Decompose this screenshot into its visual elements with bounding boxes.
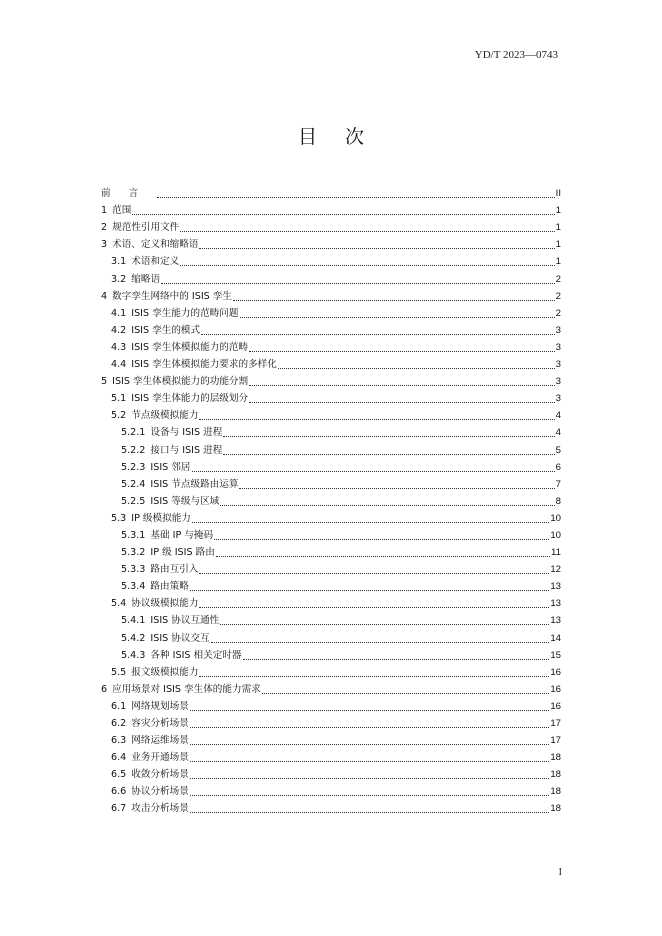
toc-entry-number: 5.4 (111, 598, 127, 610)
toc-entry-number: 4.4 (111, 359, 127, 371)
toc-entry-text: 网络运维场景 (131, 735, 189, 747)
toc-entry-page: 5 (555, 444, 561, 456)
toc-entry-label (121, 615, 219, 627)
toc-entry[interactable] (101, 525, 561, 542)
toc-entry-label (111, 752, 189, 764)
toc-entry-text: 节点级模拟能力 (131, 410, 199, 422)
toc-dot-leader (132, 214, 554, 215)
toc-entry-page: 15 (550, 649, 561, 661)
toc-entry-text: ISIS 孪生能力的范畴问题 (131, 307, 239, 319)
toc-dot-leader (249, 351, 555, 352)
toc-entry-label (101, 222, 179, 234)
toc-entry-page: 13 (550, 598, 561, 610)
document-id: YD/T 2023—0743 (474, 49, 558, 61)
toc-entry-number: 6.6 (111, 786, 127, 798)
toc-entry-page: 3 (555, 324, 561, 336)
toc-entry-text: 协议分析场景 (131, 786, 189, 798)
toc-entry-number: 5.4.1 (121, 615, 146, 627)
toc-entry[interactable] (101, 610, 561, 627)
toc-entry-text: ISIS 节点级路由运算 (150, 478, 239, 490)
toc-entry-text: IP 级模拟能力 (131, 512, 191, 524)
toc-entry-page: 3 (555, 393, 561, 405)
toc-entry[interactable] (101, 508, 561, 525)
toc-entry[interactable] (101, 234, 561, 251)
toc-entry-page: 18 (550, 803, 561, 815)
toc-entry-number: 3.1 (111, 256, 127, 268)
toc-dot-leader (249, 402, 555, 403)
toc-entry-text: ISIS 孪生体模拟能力的范畴 (131, 341, 249, 353)
toc-entry-text: 路由互引入 (150, 564, 199, 576)
toc-entry-label (111, 308, 239, 320)
toc-entry-page: 4 (555, 410, 561, 422)
toc-entry-number: 6.7 (111, 803, 127, 815)
toc-dot-leader (220, 505, 554, 506)
toc-entry-number: 4.2 (111, 324, 127, 336)
toc-entry-label (111, 735, 189, 747)
toc-entry-text: 业务开通场景 (131, 752, 189, 764)
toc-entry-label (121, 462, 191, 474)
toc-entry-page: 18 (550, 786, 561, 798)
toc-entry-label (111, 786, 189, 798)
toc-entry-text: ISIS 孪生体模拟能力的功能分割 (112, 376, 249, 388)
toc-entry-number: 5.3 (111, 512, 127, 524)
toc-entry-text: ISIS 等级与区域 (150, 495, 220, 507)
toc-dot-leader (180, 231, 554, 232)
toc-entry-label (121, 496, 219, 508)
toc-entry[interactable] (101, 679, 561, 696)
toc-entry[interactable] (101, 593, 561, 610)
toc-entry-page: 1 (555, 256, 561, 268)
toc-entry-number: 5.5 (111, 666, 127, 678)
toc-entry-text: IP 级 ISIS 路由 (150, 547, 215, 559)
toc-entry[interactable] (101, 268, 561, 285)
toc-entry-number: 5.2.4 (121, 478, 146, 490)
toc-entry-label (111, 803, 189, 815)
toc-entry-page: 17 (550, 735, 561, 747)
toc-entry-page: 13 (550, 615, 561, 627)
toc-entry-text: 术语、定义和缩略语 (112, 239, 199, 251)
toc-entry-number: 6 (101, 683, 108, 695)
toc-entry-text: ISIS 孪生的模式 (131, 324, 201, 336)
toc-entry-page: 14 (550, 632, 561, 644)
toc-entry-label (111, 393, 248, 405)
toc-entry-number: 4.3 (111, 341, 127, 353)
toc-dot-leader (211, 642, 550, 643)
toc-entry-label (111, 598, 198, 610)
toc-dot-leader (199, 573, 549, 574)
toc-dot-leader (201, 334, 555, 335)
toc-entry-label (111, 769, 189, 781)
toc-entry-text: 报文级模拟能力 (131, 666, 199, 678)
toc-entry[interactable] (101, 251, 561, 268)
toc-entry[interactable] (101, 798, 561, 815)
toc-entry-page: 18 (550, 769, 561, 781)
toc-entry-page: 4 (555, 427, 561, 439)
page-number: I (558, 867, 562, 878)
toc-entry-number: 4 (101, 290, 108, 302)
toc-entry-page: 3 (555, 341, 561, 353)
toc-entry-number: 5.3.3 (121, 564, 146, 576)
toc-dot-leader (161, 283, 555, 284)
toc-entry-page: 2 (555, 273, 561, 285)
toc-entry-number: 5.2.1 (121, 427, 146, 439)
toc-entry[interactable] (101, 457, 561, 474)
toc-entry[interactable] (101, 388, 561, 405)
toc-entry-text: ISIS 邻居 (150, 461, 191, 473)
toc-entry-page: 16 (550, 700, 561, 712)
toc-entry-number: 6.1 (111, 700, 127, 712)
toc-entry[interactable] (101, 559, 561, 576)
toc-entry-page: 1 (555, 239, 561, 251)
toc-entry-text: 设备与 ISIS 进程 (150, 427, 223, 439)
toc-entry-number: 5.3.2 (121, 547, 146, 559)
toc-entry-text: 规范性引用文件 (112, 222, 180, 234)
toc-entry[interactable] (101, 542, 561, 559)
table-of-contents (101, 183, 561, 815)
toc-entry[interactable] (101, 200, 561, 217)
toc-entry-text: 接口与 ISIS 进程 (150, 444, 223, 456)
toc-entry-text: 范围 (112, 205, 132, 217)
toc-entry-label (111, 410, 198, 422)
toc-entry-text: 数字孪生网络中的 ISIS 孪生 (112, 290, 232, 302)
toc-entry-label (111, 342, 248, 354)
toc-entry-label (121, 530, 213, 542)
toc-entry-page: 12 (550, 564, 561, 576)
toc-entry-number: 5.2.5 (121, 495, 146, 507)
toc-dot-leader (157, 197, 554, 198)
toc-entry-page: 3 (555, 376, 561, 388)
toc-entry-label (111, 256, 179, 268)
toc-entry-page: 18 (550, 752, 561, 764)
toc-dot-leader (216, 556, 550, 557)
toc-dot-leader (190, 710, 550, 711)
toc-entry-text: 容灾分析场景 (131, 718, 189, 729)
toc-entry-text: ISIS 协议交互 (150, 632, 210, 644)
toc-entry-label (111, 359, 277, 371)
toc-dot-leader (190, 812, 550, 813)
toc-entry-text: 应用场景对 ISIS 孪生体的能力需求 (112, 683, 261, 695)
toc-dot-leader (199, 607, 549, 608)
toc-entry-number: 5.4.2 (121, 632, 146, 644)
toc-entry-text: 术语和定义 (131, 256, 180, 268)
toc-entry-label (111, 325, 200, 337)
toc-entry-page: 17 (550, 718, 561, 729)
toc-entry[interactable] (101, 422, 561, 439)
toc-entry-text: 收敛分析场景 (131, 769, 189, 781)
toc-entry[interactable] (101, 354, 561, 371)
toc-dot-leader (190, 761, 550, 762)
toc-entry-page: 2 (555, 290, 561, 302)
toc-dot-leader (190, 727, 550, 728)
toc-entry-number: 3.2 (111, 273, 127, 285)
toc-entry[interactable] (101, 696, 561, 713)
toc-entry-label (101, 291, 232, 303)
toc-entry[interactable] (101, 286, 561, 303)
toc-entry-label (101, 239, 198, 251)
toc-entry-number: 6.4 (111, 752, 127, 764)
toc-entry-number: 5.2 (111, 410, 127, 422)
toc-entry-text: ISIS 孪生体模拟能力要求的多样化 (131, 359, 277, 371)
toc-entry-number: 2 (101, 222, 108, 234)
toc-entry[interactable] (101, 217, 561, 234)
toc-entry-label (101, 205, 131, 217)
toc-entry-number: 5 (101, 376, 108, 388)
toc-entry-number: 5.2.3 (121, 461, 146, 473)
toc-entry-number: 5.1 (111, 393, 127, 405)
toc-entry-page: 1 (555, 205, 561, 217)
toc-entry[interactable] (101, 645, 561, 662)
toc-dot-leader (192, 522, 549, 523)
toc-entry-text: 基础 IP 与掩码 (150, 529, 214, 541)
toc-entry-number: 6.5 (111, 769, 127, 781)
toc-entry-page: 2 (555, 307, 561, 319)
toc-dot-leader (249, 385, 555, 386)
toc-dot-leader (239, 488, 554, 489)
toc-dot-leader (180, 265, 554, 266)
toc-entry-text: 攻击分析场景 (131, 803, 189, 815)
toc-entry-page: 6 (555, 461, 561, 473)
toc-entry[interactable] (101, 474, 561, 491)
toc-dot-leader (199, 419, 554, 420)
toc-entry[interactable] (101, 183, 561, 200)
toc-entry[interactable] (101, 320, 561, 337)
toc-dot-leader (190, 778, 550, 779)
toc-entry-page: 16 (550, 683, 561, 695)
toc-entry-page: 11 (551, 547, 561, 559)
toc-entry-number: 5.2.2 (121, 444, 146, 456)
toc-entry-page: 1 (555, 222, 561, 234)
toc-entry-number: 3 (101, 239, 108, 251)
page-title: 目次 (297, 126, 392, 148)
toc-entry-label (111, 274, 160, 286)
toc-entry[interactable] (101, 627, 561, 644)
toc-entry-label (121, 547, 215, 559)
toc-entry[interactable] (101, 764, 561, 781)
toc-entry-number: 6.3 (111, 735, 127, 747)
toc-entry-page: 10 (550, 529, 561, 541)
toc-entry-number: 1 (101, 205, 108, 217)
toc-entry-text: 协议级模拟能力 (131, 598, 199, 610)
toc-entry-label (121, 427, 222, 439)
toc-entry-page: 3 (555, 359, 561, 371)
toc-entry-text: ISIS 协议互通性 (150, 615, 220, 627)
toc-entry[interactable] (101, 439, 561, 456)
toc-entry-label (101, 188, 156, 200)
toc-entry-label (111, 667, 198, 679)
toc-entry-text: 网络规划场景 (131, 700, 189, 712)
toc-entry-page: 16 (550, 666, 561, 678)
toc-dot-leader (240, 317, 555, 318)
toc-dot-leader (199, 676, 549, 677)
toc-entry-text: 缩略语 (131, 273, 161, 285)
toc-entry-text: ISIS 孪生体能力的层级划分 (131, 393, 249, 405)
toc-dot-leader (278, 368, 555, 369)
toc-entry-label (111, 701, 189, 713)
toc-entry-text: 前言 (101, 188, 157, 200)
toc-entry[interactable] (101, 730, 561, 747)
toc-entry-label (111, 718, 189, 730)
toc-entry-label (101, 376, 248, 388)
toc-entry[interactable] (101, 491, 561, 508)
toc-dot-leader (192, 471, 555, 472)
toc-dot-leader (243, 659, 550, 660)
toc-entry-label (111, 513, 191, 525)
toc-entry-number: 5.3.1 (121, 529, 146, 541)
toc-entry[interactable] (101, 371, 561, 388)
toc-entry-text: 路由策略 (150, 581, 189, 593)
toc-entry-page: 7 (555, 478, 561, 490)
toc-entry-text: 各种 ISIS 相关定时器 (150, 649, 242, 661)
toc-entry-number: 5.4.3 (121, 649, 146, 661)
toc-entry[interactable] (101, 303, 561, 320)
toc-dot-leader (223, 454, 554, 455)
toc-dot-leader (214, 539, 549, 540)
toc-dot-leader (199, 248, 554, 249)
toc-entry[interactable] (101, 713, 561, 730)
toc-dot-leader (223, 436, 554, 437)
toc-entry[interactable] (101, 781, 561, 798)
toc-entry[interactable] (101, 405, 561, 422)
toc-dot-leader (190, 795, 550, 796)
toc-entry-label (121, 564, 198, 576)
toc-dot-leader (190, 744, 550, 745)
toc-entry[interactable] (101, 747, 561, 764)
toc-dot-leader (220, 624, 549, 625)
toc-entry[interactable] (101, 337, 561, 354)
toc-entry-label (121, 479, 238, 491)
toc-entry-page: 10 (550, 512, 561, 524)
toc-entry-page: II (555, 188, 561, 200)
toc-entry-label (121, 633, 210, 645)
toc-entry-label (121, 581, 189, 593)
toc-entry-page: 8 (555, 495, 561, 507)
toc-dot-leader (190, 590, 550, 591)
toc-entry-label (121, 650, 242, 662)
toc-entry-number: 5.3.4 (121, 581, 146, 593)
toc-entry-number: 4.1 (111, 307, 127, 319)
toc-dot-leader (233, 300, 555, 301)
toc-entry[interactable] (101, 576, 561, 593)
toc-entry-number: 6.2 (111, 718, 127, 729)
toc-entry-label (121, 445, 222, 457)
toc-entry[interactable] (101, 662, 561, 679)
toc-dot-leader (262, 693, 550, 694)
toc-entry-label (101, 684, 261, 696)
toc-entry-page: 13 (550, 581, 561, 593)
